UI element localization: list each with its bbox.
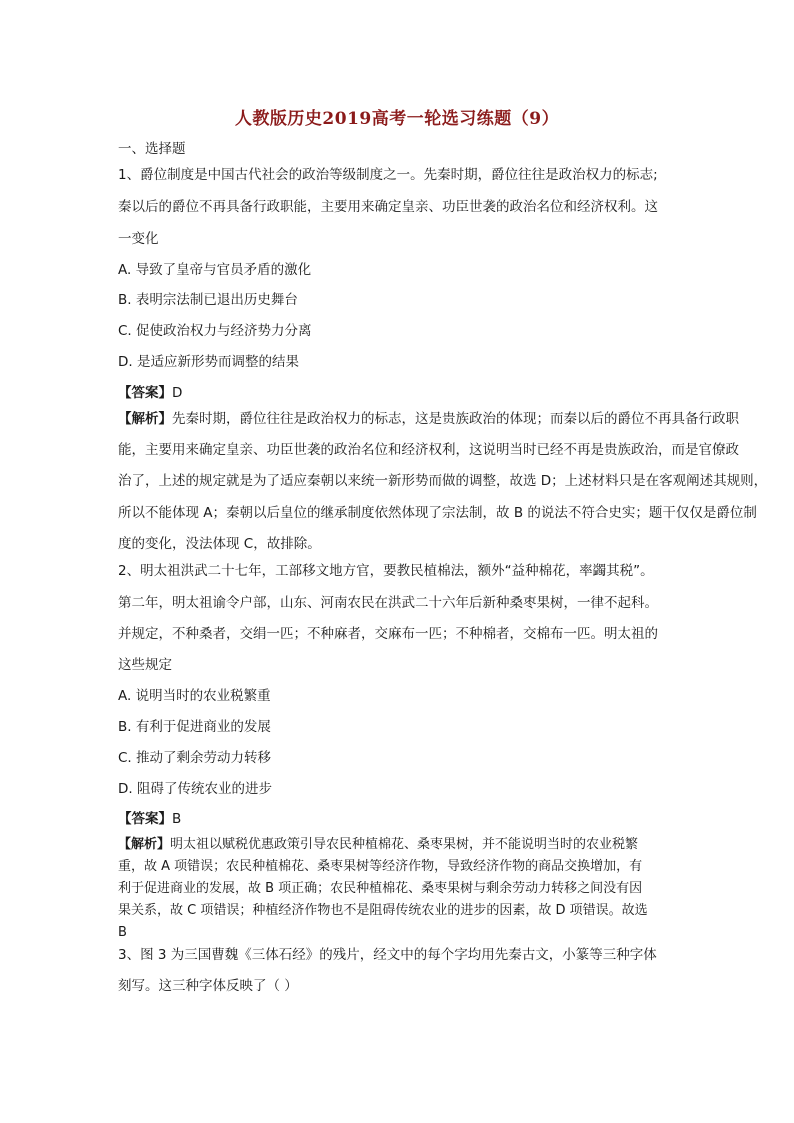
- answer-value: D: [172, 385, 183, 401]
- answer-value: B: [172, 811, 182, 827]
- q1-option-d: D. 是适应新形势而调整的结果: [118, 354, 299, 370]
- q1-option-b: B. 表明宗法制已退出历史舞台: [118, 292, 298, 308]
- q1-analysis-line: 度的变化，没法体现 C，故排除。: [118, 536, 321, 552]
- q1-option-c: C. 促使政治权力与经济势力分离: [118, 323, 312, 339]
- q1-analysis-line: 所以不能体现 A；秦朝以后皇位的继承制度依然体现了宗法制，故 B 的说法不符合史实；题干仅仅是爵位制: [118, 505, 757, 521]
- q3-text-line: 刻写。这三种字体反映了（ ）: [118, 978, 298, 994]
- q2-text-line: 这些规定: [118, 657, 172, 673]
- q1-analysis-line: [118, 410, 739, 428]
- q1-text-line: 秦以后的爵位不再具备行政职能，主要用来确定皇亲、功臣世袭的政治名位和经济权利。这: [118, 199, 658, 215]
- q2-option-d: D. 阻碍了传统农业的进步: [118, 781, 272, 797]
- analysis-label: 【解析】: [118, 837, 171, 852]
- section-heading: 一、选择题: [118, 141, 186, 157]
- answer-label: 【答案】: [118, 811, 172, 827]
- answer-label: 【答案】: [118, 385, 172, 401]
- q1-analysis-line: 治了，上述的规定就是为了适应秦朝以来统一新形势而做的调整，故选 D；上述材料只是在客观阐述其规则，: [118, 473, 768, 489]
- q2-analysis-line: B: [118, 925, 127, 940]
- q2-analysis-line: [118, 836, 678, 854]
- document-title: 人教版历史2019高考一轮选习练题（9）: [234, 109, 560, 129]
- q2-text-line: 并规定，不种桑者，交绢一匹；不种麻者，交麻布一匹；不种棉者，交棉布一匹。明太祖的: [118, 626, 658, 642]
- q2-answer: [118, 810, 678, 828]
- q2-analysis-line: 利于促进商业的发展，故 B 项正确；农民种植棉花、桑枣果树与剩余劳动力转移之间没有因: [118, 881, 643, 896]
- analysis-label: 【解析】: [118, 411, 172, 427]
- q1-answer: [118, 384, 678, 402]
- q3-text-line: 3、图 3 为三国曹魏《三体石经》的残片，经文中的每个字均用先秦古文，小篆等三种字体: [118, 947, 657, 963]
- q2-text-line: 2、明太祖洪武二十七年，工部移文地方官，要教民植棉法，额外“益种棉花，率蠲其税”。: [118, 563, 654, 579]
- analysis-text: 明太祖以赋税优惠政策引导农民种植棉花、桑枣果树，并不能说明当时的农业税繁: [170, 837, 639, 852]
- q1-analysis-line: 能，主要用来确定皇亲、功臣世袭的政治名位和经济权利，这说明当时已经不再是贵族政治，而是官僚政: [118, 442, 739, 458]
- q2-option-a: A. 说明当时的农业税繁重: [118, 688, 271, 704]
- q1-option-a: A. 导致了皇帝与官员矛盾的激化: [118, 262, 312, 278]
- q2-analysis-line: 果关系，故 C 项错误；种植经济作物也不是阻碍传统农业的进步的因素，故 D 项错误。故选: [118, 903, 648, 918]
- q1-text-line: 1、爵位制度是中国古代社会的政治等级制度之一。先秦时期，爵位往往是政治权力的标志;: [118, 167, 658, 183]
- q2-option-c: C. 推动了剩余劳动力转移: [118, 750, 272, 766]
- q2-analysis-line: 重，故 A 项错误；农民种植棉花、桑枣果树等经济作物，导致经济作物的商品交换增加，有: [118, 859, 643, 874]
- q2-text-line: 第二年，明太祖谕令户部，山东、河南农民在洪武二十六年后新种桑枣果树，一律不起科。: [118, 595, 658, 611]
- q2-option-b: B. 有利于促进商业的发展: [118, 719, 271, 735]
- analysis-text: 先秦时期，爵位往往是政治权力的标志，这是贵族政治的体现；而秦以后的爵位不再具备行政职: [172, 411, 739, 427]
- q1-text-line: 一变化: [118, 231, 159, 247]
